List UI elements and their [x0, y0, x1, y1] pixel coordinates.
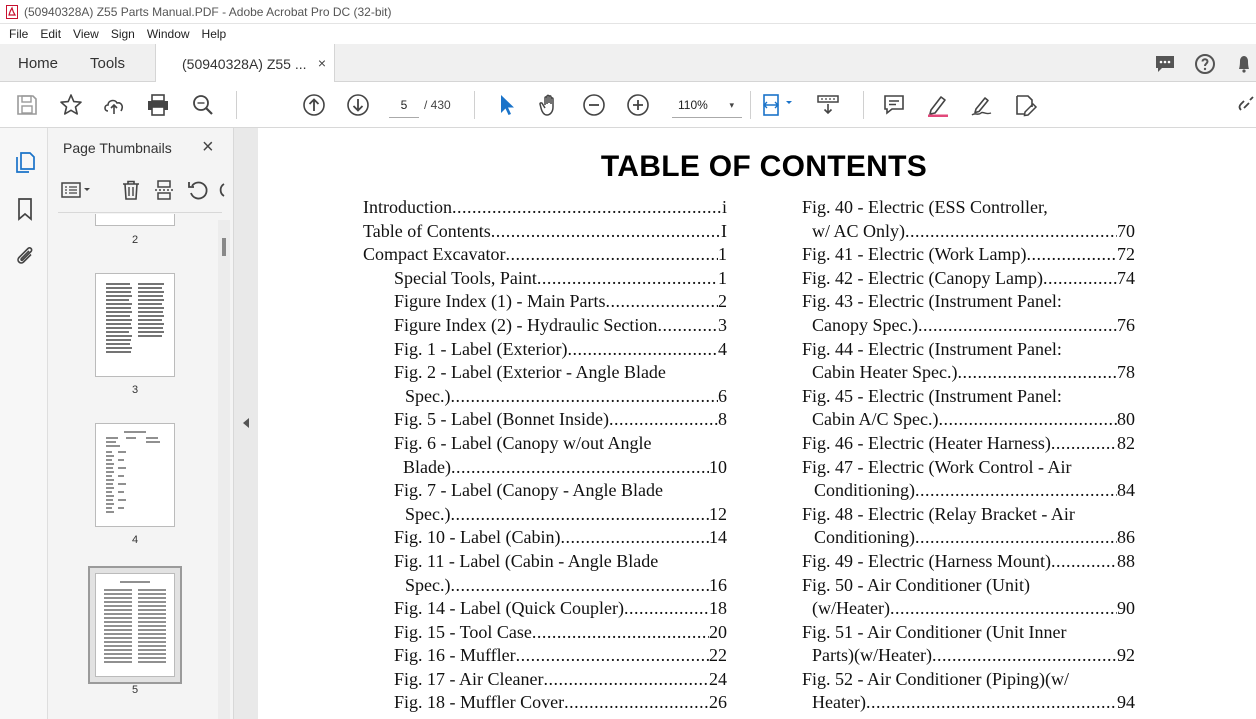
toc-dot-leader [560, 526, 709, 550]
toc-entry-page: 80 [1117, 409, 1135, 430]
toc-entry[interactable] [802, 550, 1135, 574]
hand-pan-icon[interactable] [537, 92, 563, 118]
toc-entry-title: Fig. 47 - Electric (Work Control - Air [802, 456, 1072, 477]
toc-entry[interactable] [363, 479, 727, 503]
toc-entry-page: 70 [1117, 220, 1135, 241]
scroll-mode-icon[interactable] [815, 92, 841, 118]
toc-entry-title: Fig. 1 - Label (Exterior) [394, 338, 568, 359]
page-thumbnail-4[interactable] [95, 423, 175, 527]
toc-entry[interactable] [363, 290, 727, 314]
toc-entry-title: Fig. 11 - Label (Cabin - Angle Blade [394, 550, 659, 571]
toc-entry-page: 10 [709, 456, 727, 477]
thumbnail-toolbar [58, 176, 228, 204]
page-thumbnail-label: 5 [131, 684, 139, 696]
toc-entry-page: 3 [718, 314, 727, 335]
toc-entry-title: Fig. 7 - Label (Canopy - Angle Blade [394, 480, 663, 501]
toc-dot-leader [890, 597, 1117, 621]
toc-entry-page: 78 [1117, 362, 1135, 383]
toc-entry-page: 16 [709, 574, 727, 595]
toc-entry-page: 76 [1117, 314, 1135, 335]
toc-entry-title: Figure Index (2) - Hydraulic Section [394, 314, 658, 335]
toc-dot-leader [605, 290, 718, 314]
toc-dot-leader [1026, 243, 1117, 267]
previous-page-icon[interactable] [301, 92, 327, 118]
toc-entry[interactable] [363, 456, 727, 480]
help-icon[interactable] [1193, 52, 1217, 76]
toc-entry-title: Fig. 10 - Label (Cabin) [394, 527, 561, 548]
toc-entry[interactable] [363, 267, 727, 291]
toc-entry-title: Fig. 2 - Label (Exterior - Angle Blade [394, 362, 666, 383]
toc-entry-page: 22 [709, 645, 727, 666]
toc-dot-leader [532, 621, 709, 645]
tab-tools[interactable]: Tools [90, 54, 126, 72]
bookmarks-icon[interactable] [12, 196, 38, 222]
zoom-out-icon[interactable] [581, 92, 607, 118]
toc-dot-leader [543, 668, 709, 692]
toc-dot-leader [564, 691, 709, 715]
select-cursor-icon[interactable] [494, 92, 520, 118]
toc-entry[interactable] [363, 220, 727, 244]
toc-entry-page: 24 [709, 668, 727, 689]
toc-dot-leader [452, 196, 722, 220]
toc-dot-leader [657, 314, 718, 338]
toc-entry-title: Fig. 46 - Electric (Heater Harness) [802, 432, 1051, 453]
menu-sign[interactable]: Sign [110, 27, 135, 41]
toc-entry-title: Conditioning) [814, 527, 916, 548]
tab-document[interactable] [155, 44, 335, 83]
zoom-level-dropdown[interactable] [672, 92, 742, 118]
toc-entry-page: I [721, 220, 727, 241]
toolbar-separator [750, 91, 751, 119]
toc-entry[interactable] [802, 267, 1135, 291]
page-thumbnail-label: 3 [131, 384, 139, 396]
toc-entry-title: Fig. 40 - Electric (ESS Controller, [802, 197, 1048, 217]
toc-entry-page: 72 [1117, 244, 1135, 265]
toc-dot-leader [505, 243, 718, 267]
toc-entry-title: Special Tools, Paint [394, 267, 537, 288]
panel-title: Page Thumbnails [63, 140, 172, 156]
toc-entry-title: Fig. 42 - Electric (Canopy Lamp) [802, 267, 1043, 288]
toc-entry-page: 92 [1117, 645, 1135, 666]
fit-page-icon[interactable] [760, 92, 796, 118]
toc-dot-leader [915, 526, 1117, 550]
zoom-in-icon[interactable] [625, 92, 651, 118]
toc-entry-title: Compact Excavator [363, 244, 506, 265]
toc-entry-title: Table of Contents [363, 220, 491, 241]
menu-view[interactable]: View [73, 27, 99, 41]
toc-dot-leader [957, 361, 1117, 385]
window-title: (50940328A) Z55 Parts Manual.PDF - Adobe Acrobat Pro DC (32-bit) [24, 4, 392, 19]
toc-entry-page: 74 [1117, 267, 1135, 288]
toolbar-separator [236, 91, 237, 119]
toc-entry[interactable] [363, 243, 727, 267]
toc-entry[interactable] [802, 196, 1135, 220]
toc-entry-title: Conditioning) [814, 480, 916, 501]
attachments-paperclip-icon[interactable] [12, 242, 38, 268]
more-tools-icon[interactable] [216, 178, 228, 202]
toc-entry[interactable] [363, 691, 727, 715]
notification-bell-icon[interactable] [1236, 52, 1252, 76]
toc-entry-title: Fig. 43 - Electric (Instrument Panel: [802, 291, 1062, 312]
toolbar-separator [474, 91, 475, 119]
toc-entry-title: Fig. 17 - Air Cleaner [394, 668, 544, 689]
toc-entry[interactable] [363, 526, 727, 550]
upload-cloud-icon[interactable] [101, 92, 127, 118]
toc-dot-leader [450, 385, 718, 409]
bookmark-star-icon[interactable] [58, 92, 84, 118]
toolbar-separator [863, 91, 864, 119]
tab-document-label: (50940328A) Z55 ... [182, 55, 307, 72]
toc-right-column [802, 196, 1135, 715]
page-thumbnail-label: 4 [131, 534, 139, 546]
toc-entry-title: Fig. 48 - Electric (Relay Bracket - Air [802, 503, 1075, 524]
toc-entry[interactable] [802, 479, 1135, 503]
toc-entry-page: 88 [1117, 550, 1135, 571]
page-total-label: / 430 [424, 98, 451, 112]
page-preview-list [96, 424, 174, 526]
toc-entry[interactable] [802, 668, 1135, 692]
next-page-icon[interactable] [345, 92, 371, 118]
toc-dot-leader [866, 691, 1117, 715]
page-thumbnails-icon[interactable] [12, 148, 38, 174]
toc-dot-leader [915, 479, 1117, 503]
toc-entry-title: Fig. 16 - Muffler [394, 645, 516, 666]
toc-entry[interactable] [802, 432, 1135, 456]
save-icon[interactable] [14, 92, 40, 118]
toc-entry-page: 82 [1117, 432, 1135, 453]
toc-entry-title: Fig. 51 - Air Conditioner (Unit Inner [802, 621, 1067, 642]
comment-bubble-icon[interactable] [1153, 52, 1177, 76]
page-thumbnail-label: 2 [131, 234, 139, 246]
menu-help[interactable]: Help [201, 27, 227, 41]
toc-dot-leader [516, 644, 709, 668]
toc-entry-page: 4 [718, 338, 727, 359]
toc-entry-page: 90 [1117, 598, 1135, 619]
menu-file[interactable]: File [9, 27, 29, 41]
toc-dot-leader [1051, 432, 1117, 456]
toc-entry[interactable] [363, 196, 727, 220]
toc-entry-title: Parts)(w/Heater) [812, 645, 932, 666]
toc-entry[interactable] [802, 243, 1135, 267]
toc-dot-leader [491, 220, 721, 244]
toc-entry[interactable] [802, 456, 1135, 480]
toc-entry-page: 6 [718, 385, 727, 406]
toc-entry[interactable] [802, 526, 1135, 550]
toc-entry[interactable] [802, 644, 1135, 668]
toc-entry[interactable] [363, 668, 727, 692]
rotate-page-icon[interactable] [186, 178, 210, 202]
toc-entry[interactable] [802, 220, 1135, 244]
toc-dot-leader [905, 220, 1117, 244]
toc-entry-page: 94 [1117, 692, 1135, 713]
toc-dot-leader [1043, 267, 1117, 291]
toc-entry[interactable] [363, 621, 727, 645]
toc-dot-leader [450, 503, 709, 527]
toc-entry-title: Canopy Spec.) [812, 314, 918, 335]
toc-entry[interactable] [802, 408, 1135, 432]
toc-entry-title: Fig. 52 - Air Conditioner (Piping)(w/ [802, 668, 1069, 689]
toc-entry[interactable] [363, 408, 727, 432]
toc-entry-page: 26 [709, 692, 727, 713]
toc-entry-page: 12 [709, 503, 727, 524]
toc-entry-title: Fig. 50 - Air Conditioner (Unit) [802, 574, 1030, 595]
toc-entry[interactable] [802, 290, 1135, 314]
toc-dot-leader [1051, 550, 1117, 574]
toc-entry-title: Fig. 14 - Label (Quick Coupler) [394, 598, 624, 619]
toc-entry[interactable] [802, 361, 1135, 385]
page-thumbnail-3[interactable] [95, 273, 175, 377]
toc-entry-title: Spec.) [405, 503, 451, 524]
toc-entry[interactable] [802, 503, 1135, 527]
toc-entry[interactable] [363, 503, 727, 527]
toc-entry[interactable] [802, 574, 1135, 598]
toc-entry[interactable] [802, 597, 1135, 621]
toc-entry[interactable] [802, 338, 1135, 362]
toc-entry[interactable] [802, 691, 1135, 715]
print-icon[interactable] [145, 92, 171, 118]
menu-bar [0, 24, 1256, 44]
toc-entry-page: 18 [709, 598, 727, 619]
thumbnails-scrollbar[interactable] [218, 220, 230, 719]
toc-entry-title: Blade) [403, 456, 451, 477]
chevron-down-icon: ▾ [729, 100, 734, 110]
toc-entry-title: Introduction [363, 197, 452, 217]
document-viewer[interactable] [258, 128, 1256, 719]
toc-entry-page: 1 [718, 244, 727, 265]
toc-entry[interactable] [802, 314, 1135, 338]
panel-divider [58, 212, 222, 213]
toc-entry-page: 84 [1117, 480, 1135, 501]
acrobat-app-icon [6, 5, 18, 19]
toc-entry-title: Figure Index (1) - Main Parts [394, 291, 606, 312]
toc-entry-page: 2 [718, 291, 727, 312]
panel-splitter[interactable] [234, 128, 258, 719]
zoom-search-icon[interactable] [190, 92, 216, 118]
toc-entry-title: Cabin A/C Spec.) [812, 409, 939, 430]
title-bar [0, 0, 1256, 24]
tab-home[interactable]: Home [18, 54, 59, 72]
toc-entry[interactable] [363, 597, 727, 621]
toc-dot-leader [450, 574, 709, 598]
toc-entry-title: Fig. 45 - Electric (Instrument Panel: [802, 385, 1062, 406]
toc-entry-title: Fig. 5 - Label (Bonnet Inside) [394, 409, 609, 430]
page-thumbnail-2[interactable] [95, 214, 175, 226]
toc-entry-page: 86 [1117, 527, 1135, 548]
toc-entry-title: Fig. 18 - Muffler Cover [394, 692, 565, 713]
toc-entry-title: Spec.) [405, 385, 451, 406]
menu-edit[interactable]: Edit [40, 27, 62, 41]
navigation-rail [0, 128, 48, 719]
main-toolbar [0, 82, 1256, 128]
toc-dot-leader [567, 338, 718, 362]
toc-dot-leader [624, 597, 709, 621]
highlight-pen-icon[interactable] [925, 92, 951, 118]
toc-dot-leader [451, 456, 709, 480]
toc-entry[interactable] [363, 385, 727, 409]
toc-entry-title: Fig. 41 - Electric (Work Lamp) [802, 244, 1027, 265]
toc-entry[interactable] [363, 432, 727, 456]
toc-entry[interactable] [363, 644, 727, 668]
toc-entry-title: Heater) [812, 692, 866, 713]
menu-window[interactable]: Window [146, 27, 190, 41]
toc-entry[interactable] [802, 385, 1135, 409]
toc-entry-title: Fig. 15 - Tool Case [394, 621, 532, 642]
toc-left-column [363, 196, 727, 715]
toc-entry[interactable] [363, 550, 727, 574]
toc-entry-title: Fig. 44 - Electric (Instrument Panel: [802, 338, 1062, 359]
toc-entry-title: Fig. 49 - Electric (Harness Mount) [802, 550, 1051, 571]
page-preview-toc [96, 574, 174, 676]
toc-entry[interactable] [802, 621, 1135, 645]
collapse-arrow-icon[interactable] [243, 418, 249, 428]
page-thumbnail-5[interactable] [95, 573, 175, 677]
comment-icon[interactable] [881, 92, 907, 118]
toc-entry-title: Fig. 6 - Label (Canopy w/out Angle [394, 432, 652, 453]
tab-close-icon[interactable]: × [317, 55, 326, 71]
toc-dot-leader [939, 408, 1118, 432]
document-heading: TABLE OF CONTENTS [600, 150, 928, 183]
toc-entry-title: (w/Heater) [812, 598, 890, 619]
tab-bar [0, 44, 1256, 82]
page-preview-text [96, 274, 174, 376]
close-icon[interactable]: × [202, 136, 214, 158]
options-menu-icon[interactable] [60, 178, 92, 202]
toc-entry[interactable] [363, 338, 727, 362]
toc-entry-title: w/ AC Only) [812, 220, 906, 241]
toc-entry-page: 1 [718, 267, 727, 288]
toc-entry-page: 14 [709, 527, 727, 548]
delete-trash-icon[interactable] [119, 178, 143, 202]
toc-dot-leader [609, 408, 718, 432]
share-link-icon[interactable] [1237, 92, 1256, 118]
toc-entry[interactable] [363, 361, 727, 385]
extract-pages-icon[interactable] [152, 178, 176, 202]
zoom-level-value: 110% [678, 98, 708, 112]
toc-entry[interactable] [363, 574, 727, 598]
fill-sign-icon[interactable] [1012, 92, 1038, 118]
toc-entry-page: 8 [718, 409, 727, 430]
toc-dot-leader [918, 314, 1117, 338]
toc-entry-title: Cabin Heater Spec.) [812, 362, 958, 383]
draw-sign-icon[interactable] [969, 92, 995, 118]
scrollbar-thumb[interactable] [222, 238, 226, 256]
toc-entry-page: 20 [709, 621, 727, 642]
toc-dot-leader [537, 267, 718, 291]
toc-dot-leader [932, 644, 1117, 668]
toc-entry[interactable] [363, 314, 727, 338]
toc-entry-page: i [721, 197, 727, 217]
toc-entry-title: Spec.) [405, 574, 451, 595]
page-number-input[interactable]: 5 [389, 92, 419, 118]
